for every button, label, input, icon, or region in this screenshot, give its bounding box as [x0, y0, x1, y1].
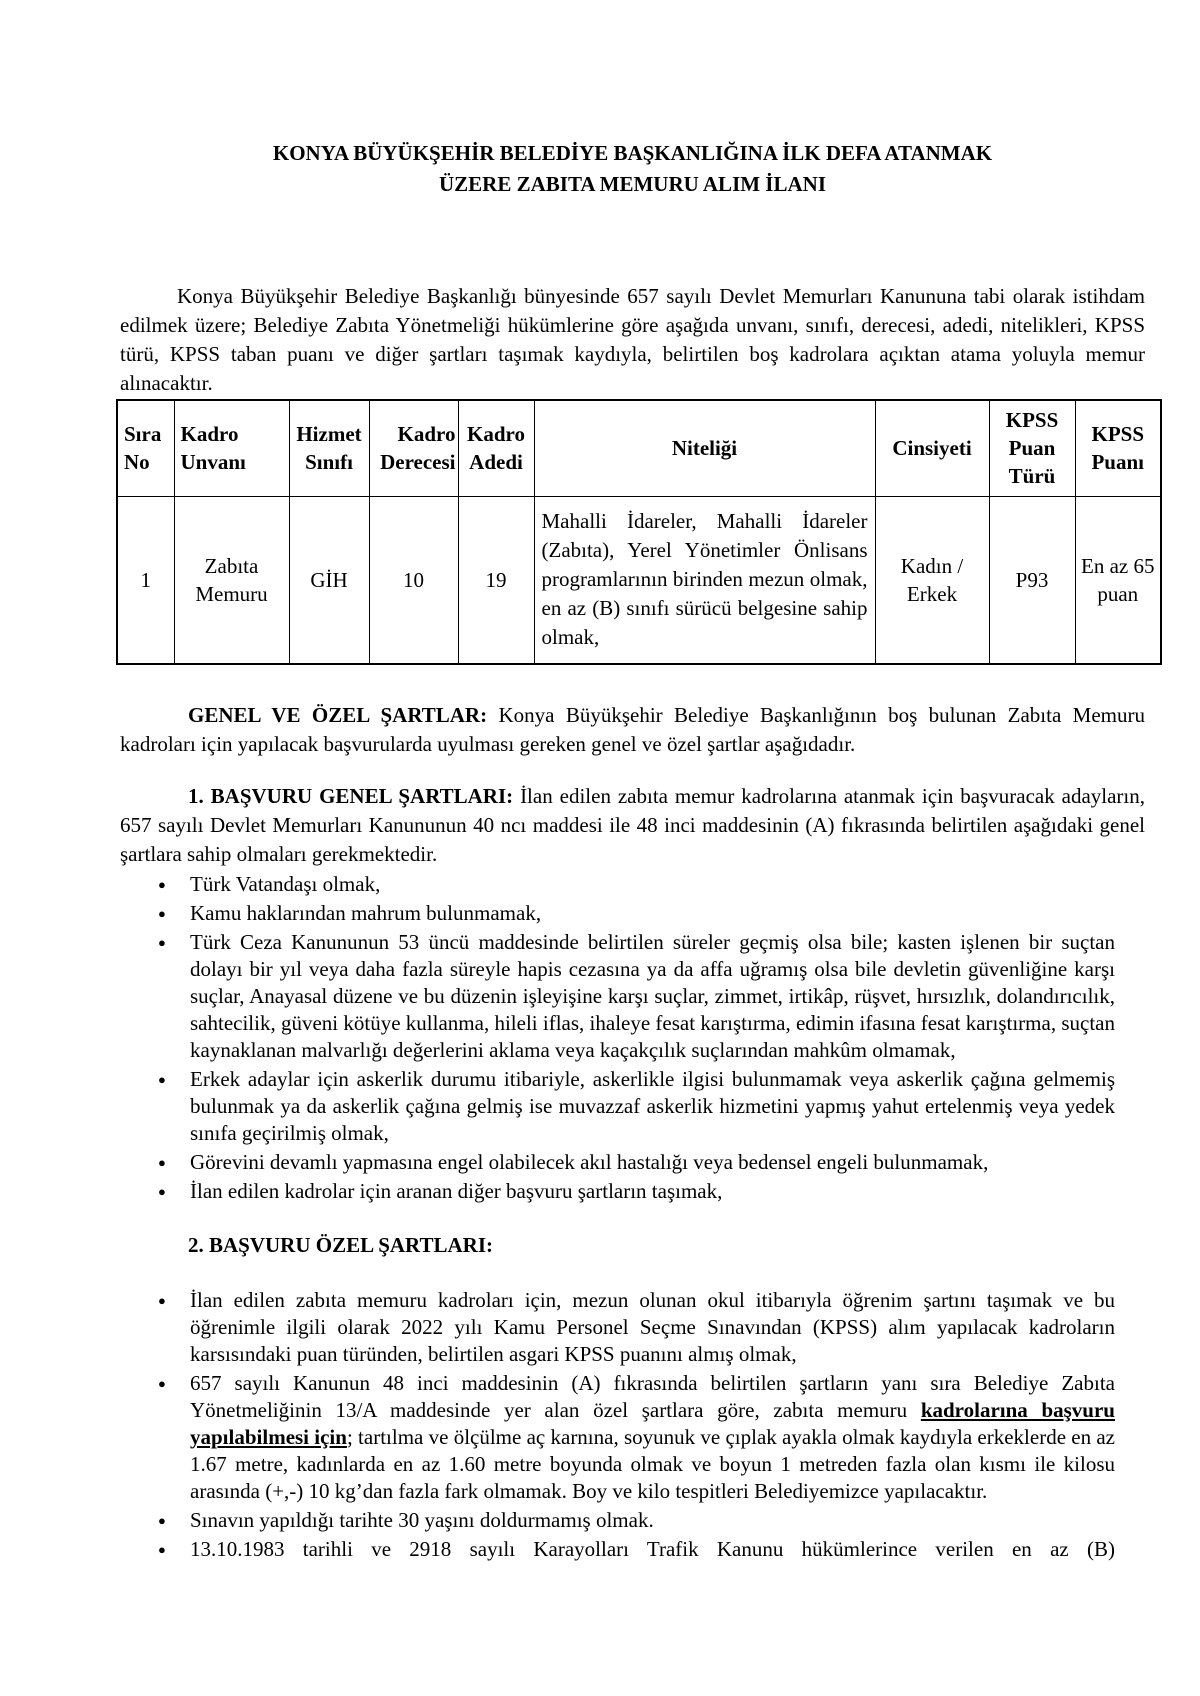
title-line-1: KONYA BÜYÜKŞEHİR BELEDİYE BAŞKANLIĞINA İLK DEFA ATANMAK [272, 141, 993, 165]
special-item-pre-text: 657 sayılı Kanunun 48 inci maddesinin (A) fıkrasında belirtilen şartların yanı sıra Belediye Zabıta Yönetmeliğinin 13/A maddesinde yer alan özel şartlara göre, zabıta memuru [190, 1371, 1115, 1422]
cell-kpss-puani: En az 65 puan [1075, 496, 1161, 664]
list-item: ● Erkek adaylar için askerlik durumu itibariyle, askerlikle ilgisi bulunmamak veya askerlik çağına gelmemiş bulunmak ya da askerlik çağına gelmiş ise muvazzaf askerlik hizmetini yapmış yahut ertelenmiş veya yedek sınıfa geçirilmiş olmak, [120, 1066, 1115, 1147]
intro-paragraph: Konya Büyükşehir Belediye Başkanlığı bünyesinde 657 sayılı Devlet Memurları Kanununa tabi olarak istihdam edilmek üzere; Belediye Zabıta Yönetmeliği hükümlerine göre aşağıda unvanı, sınıfı, derecesi, adedi, nitelikleri, KPSS türü, KPSS taban puanı ve diğer şartları taşımak kaydıyla, belirtilen boş kadrolara açıktan atama yoluyla memur alınacaktır. [120, 284, 1145, 395]
col-header-kadro-adedi: Kadro Adedi [458, 400, 534, 496]
list-item [120, 1370, 1115, 1505]
basvuru-genel-sartlari-label: 1. BAŞVURU GENEL ŞARTLARI: [188, 784, 514, 808]
cell-kadro-adedi: 19 [458, 496, 534, 664]
general-conditions-list [120, 871, 1115, 1205]
col-header-kpss-puan-turu: KPSS Puan Türü [989, 400, 1075, 496]
basvuru-ozel-sartlari-heading: 2. BAŞVURU ÖZEL ŞARTLARI: [188, 1233, 493, 1257]
cell-sira-no: 1 [117, 496, 174, 664]
cell-kpss-puan-turu: P93 [989, 496, 1075, 664]
list-item: ● Kamu haklarından mahrum bulunmamak, [120, 900, 1115, 927]
list-item: ● Türk Vatandaşı olmak, [120, 871, 1115, 898]
special-item-emphasis: kadrolarına başvuru yapılabilmesi için [190, 1398, 1115, 1449]
list-item: ● Sınavın yapıldığı tarihte 30 yaşını doldurmamış olmak. [120, 1507, 1115, 1534]
table-row [117, 496, 1161, 664]
list-item: ● Görevini devamlı yapmasına engel olabilecek akıl hastalığı veya bedensel engeli bulunmamak, [120, 1149, 1115, 1176]
col-header-kadro-unvani: Kadro Unvanı [174, 400, 289, 496]
genel-ozel-sartlar-label: GENEL VE ÖZEL ŞARTLAR: [188, 703, 488, 727]
col-header-kpss-puani: KPSS Puanı [1075, 400, 1161, 496]
basvuru-genel-sartlari-paragraph [120, 782, 1145, 869]
title-line-2: ÜZERE ZABITA MEMURU ALIM İLANI [439, 172, 826, 196]
basvuru-genel-sartlari-text: İlan edilen zabıta memur kadrolarına atanmak için başvuracak adayların, 657 sayılı Devlet Memurları Kanununun 40 ncı maddesi ile 48 inci maddesinin (A) fıkrasında belirtilen aşağıdaki genel şartlara sahip olmaları gerekmektedir. [120, 784, 1145, 866]
genel-ozel-sartlar-paragraph [120, 701, 1145, 759]
genel-ozel-sartlar-text: Konya Büyükşehir Belediye Başkanlığının boş bulunan Zabıta Memuru kadroları için yapılacak başvurularda uyulması gereken genel ve özel şartlar aşağıdadır. [120, 703, 1145, 756]
list-item: ● İlan edilen zabıta memuru kadroları için, mezun olunan okul itibarıyla öğrenim şartını taşımak ve bu öğrenimle ilgili olarak 2022 yılı Kamu Personel Seçme Sınavından (KPSS) alım yapılacak kadroların karsısındaki puan türünden, belirtilen asgari KPSS puanını almış olmak, [120, 1287, 1115, 1368]
list-item: ● İlan edilen kadrolar için aranan diğer başvuru şartların taşımak, [120, 1178, 1115, 1205]
col-header-sira-no: Sıra No [117, 400, 174, 496]
col-header-cinsiyeti: Cinsiyeti [875, 400, 989, 496]
cell-kadro-derecesi: 10 [369, 496, 458, 664]
col-header-hizmet-sinifi: Hizmet Sınıfı [289, 400, 369, 496]
special-conditions-list [120, 1287, 1115, 1563]
table-header-row [117, 400, 1161, 496]
col-header-niteligi: Niteliği [534, 400, 875, 496]
page-title [120, 138, 1145, 200]
cell-hizmet-sinifi: GİH [289, 496, 369, 664]
cell-niteligi: Mahalli İdareler, Mahalli İdareler (Zabıta), Yerel Yönetimler Önlisans programlarının birinden mezun olmak, en az (B) sınıfı sürücü belgesine sahip olmak, [534, 496, 875, 664]
col-header-kadro-derecesi: Kadro Derecesi [369, 400, 458, 496]
list-item: ● 13.10.1983 tarihli ve 2918 sayılı Karayolları Trafik Kanunu hükümlerince verilen en az (B) [120, 1536, 1115, 1563]
special-item-post-text: ; tartılma ve ölçülme aç karnına, soyunuk ve çıplak ayakla olmak kaydıyla erkeklerde en az 1.67 metre, kadınlarda en az 1.60 metre boyunda olmak ve boyun 1 metreden fazla olan kısmı ile kilosu arasında (+,-) 10 kg’dan fazla fark olmamak. Boy ve kilo tespitleri Belediyemizce yapılacaktır. [190, 1425, 1116, 1503]
position-table [116, 399, 1162, 665]
cell-kadro-unvani: Zabıta Memuru [174, 496, 289, 664]
cell-cinsiyeti: Kadın / Erkek [875, 496, 989, 664]
list-item: ● Türk Ceza Kanununun 53 üncü maddesinde belirtilen süreler geçmiş olsa bile; kasten işlenen bir suçtan dolayı bir yıl veya daha fazla süreyle hapis cezasına ya da affa uğramış olsa bile devletin güvenliğine karşı suçlar, Anayasal düzene ve bu düzenin işleyişine karşı suçlar, zimmet, irtikâp, rüşvet, hırsızlık, dolandırıcılık, sahtecilik, güveni kötüye kullanma, hileli iflas, ihaleye fesat karıştırma, edimin ifasına fesat karıştırma, suçtan kaynaklanan malvarlığı değerlerini aklama veya kaçakçılık suçlarından mahkûm olmamak, [120, 929, 1115, 1064]
